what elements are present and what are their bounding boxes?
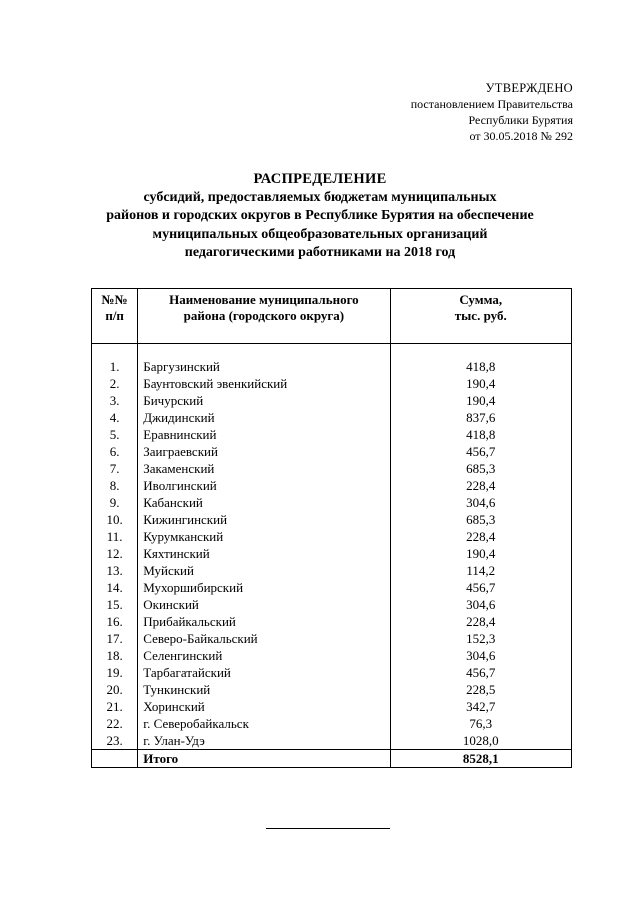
row-number: 6. xyxy=(92,443,138,460)
row-sum: 304,6 xyxy=(390,494,572,511)
row-number: 23. xyxy=(92,732,138,750)
row-number: 14. xyxy=(92,579,138,596)
row-sum: 228,4 xyxy=(390,477,572,494)
table-row xyxy=(92,664,572,681)
table-row xyxy=(92,511,572,528)
total-label: Итого xyxy=(138,750,390,768)
row-sum: 114,2 xyxy=(390,562,572,579)
table-row xyxy=(92,681,572,698)
total-row xyxy=(92,750,572,768)
row-number: 12. xyxy=(92,545,138,562)
row-number: 13. xyxy=(92,562,138,579)
row-sum: 228,4 xyxy=(390,613,572,630)
row-sum: 190,4 xyxy=(390,392,572,409)
total-number-cell xyxy=(92,750,138,768)
row-sum: 837,6 xyxy=(390,409,572,426)
row-number: 8. xyxy=(92,477,138,494)
table-row xyxy=(92,647,572,664)
approval-line-1: постановлением Правительства xyxy=(410,97,573,111)
row-sum: 685,3 xyxy=(390,511,572,528)
table-row xyxy=(92,460,572,477)
table-row xyxy=(92,426,572,443)
approval-line-2: Республики Бурятия xyxy=(468,113,573,127)
approval-stamp xyxy=(411,80,573,144)
row-sum: 190,4 xyxy=(390,545,572,562)
row-name: Бичурский xyxy=(138,392,390,409)
row-name: Селенгинский xyxy=(138,647,390,664)
table-row xyxy=(92,375,572,392)
row-name: г. Северобайкальск xyxy=(138,715,390,732)
table-spacer-row xyxy=(92,344,572,359)
header-number-line-1: №№ xyxy=(101,292,128,307)
row-name: Заиграевский xyxy=(138,443,390,460)
row-number: 16. xyxy=(92,613,138,630)
table-row xyxy=(92,698,572,715)
table-row xyxy=(92,545,572,562)
row-number: 1. xyxy=(92,358,138,375)
row-name: Курумканский xyxy=(138,528,390,545)
table-row xyxy=(92,732,572,750)
row-name: Северо-Байкальский xyxy=(138,630,390,647)
row-number: 9. xyxy=(92,494,138,511)
header-name-line-1: Наименование муниципального xyxy=(169,292,359,307)
header-sum-line-1: Сумма, xyxy=(459,292,503,307)
row-sum: 342,7 xyxy=(390,698,572,715)
row-name: Мухоршибирский xyxy=(138,579,390,596)
table-row xyxy=(92,630,572,647)
table-row xyxy=(92,562,572,579)
spacer-cell xyxy=(92,344,138,359)
table-row xyxy=(92,494,572,511)
header-number-line-2: п/п xyxy=(105,308,124,323)
title-line-4: педагогическими работниками на 2018 год xyxy=(184,245,456,260)
approval-heading: УТВЕРЖДЕНО xyxy=(485,81,573,95)
approval-line-3: от 30.05.2018 № 292 xyxy=(469,129,573,143)
row-number: 3. xyxy=(92,392,138,409)
row-sum: 456,7 xyxy=(390,443,572,460)
header-number xyxy=(92,289,138,344)
table-row xyxy=(92,613,572,630)
row-number: 21. xyxy=(92,698,138,715)
row-number: 11. xyxy=(92,528,138,545)
table-row xyxy=(92,715,572,732)
table-row xyxy=(92,392,572,409)
title-line-2: районов и городских округов в Республике Бурятия на обеспечение xyxy=(106,208,534,223)
header-name xyxy=(138,289,390,344)
spacer-cell xyxy=(390,344,572,359)
total-sum: 8528,1 xyxy=(390,750,572,768)
row-name: Кяхтинский xyxy=(138,545,390,562)
closing-rule xyxy=(266,828,390,829)
row-name: Закаменский xyxy=(138,460,390,477)
row-name: Еравнинский xyxy=(138,426,390,443)
row-name: Кабанский xyxy=(138,494,390,511)
row-name: Кижингинский xyxy=(138,511,390,528)
title-line-1: субсидий, предоставляемых бюджетам муниципальных xyxy=(143,189,497,205)
row-number: 10. xyxy=(92,511,138,528)
row-name: Хоринский xyxy=(138,698,390,715)
table-row xyxy=(92,579,572,596)
row-name: Баргузинский xyxy=(138,358,390,375)
row-number: 7. xyxy=(92,460,138,477)
table-header-row xyxy=(92,289,572,344)
row-number: 2. xyxy=(92,375,138,392)
row-name: Прибайкальский xyxy=(138,613,390,630)
row-sum: 228,4 xyxy=(390,528,572,545)
header-name-line-2: района (городского округа) xyxy=(183,308,345,323)
table-row xyxy=(92,528,572,545)
row-sum: 685,3 xyxy=(390,460,572,477)
row-sum: 76,3 xyxy=(390,715,572,732)
header-sum xyxy=(390,289,572,344)
table-body xyxy=(92,358,572,750)
table-row xyxy=(92,358,572,375)
row-sum: 304,6 xyxy=(390,647,572,664)
row-number: 4. xyxy=(92,409,138,426)
table-row xyxy=(92,409,572,426)
row-name: Иволгинский xyxy=(138,477,390,494)
row-number: 5. xyxy=(92,426,138,443)
row-sum: 152,3 xyxy=(390,630,572,647)
spacer-cell xyxy=(138,344,390,359)
header-sum-line-2: тыс. руб. xyxy=(454,308,507,323)
row-name: Тункинский xyxy=(138,681,390,698)
row-sum: 456,7 xyxy=(390,664,572,681)
document-title xyxy=(0,170,640,263)
row-name: Баунтовский эвенкийский xyxy=(138,375,390,392)
row-sum: 418,8 xyxy=(390,358,572,375)
row-name: г. Улан-Удэ xyxy=(138,732,390,750)
row-sum: 304,6 xyxy=(390,596,572,613)
row-number: 22. xyxy=(92,715,138,732)
row-sum: 190,4 xyxy=(390,375,572,392)
row-name: Окинский xyxy=(138,596,390,613)
title-line-3: муниципальных общеобразовательных организаций xyxy=(152,226,488,242)
table-row xyxy=(92,443,572,460)
row-name: Тарбагатайский xyxy=(138,664,390,681)
row-number: 18. xyxy=(92,647,138,664)
row-sum: 1028,0 xyxy=(390,732,572,750)
row-sum: 456,7 xyxy=(390,579,572,596)
row-number: 15. xyxy=(92,596,138,613)
row-sum: 228,5 xyxy=(390,681,572,698)
row-number: 17. xyxy=(92,630,138,647)
title-main: РАСПРЕДЕЛЕНИЕ xyxy=(253,171,387,187)
row-sum: 418,8 xyxy=(390,426,572,443)
distribution-table xyxy=(91,288,572,768)
row-name: Джидинский xyxy=(138,409,390,426)
row-name: Муйский xyxy=(138,562,390,579)
table-row xyxy=(92,596,572,613)
row-number: 20. xyxy=(92,681,138,698)
table-row xyxy=(92,477,572,494)
row-number: 19. xyxy=(92,664,138,681)
